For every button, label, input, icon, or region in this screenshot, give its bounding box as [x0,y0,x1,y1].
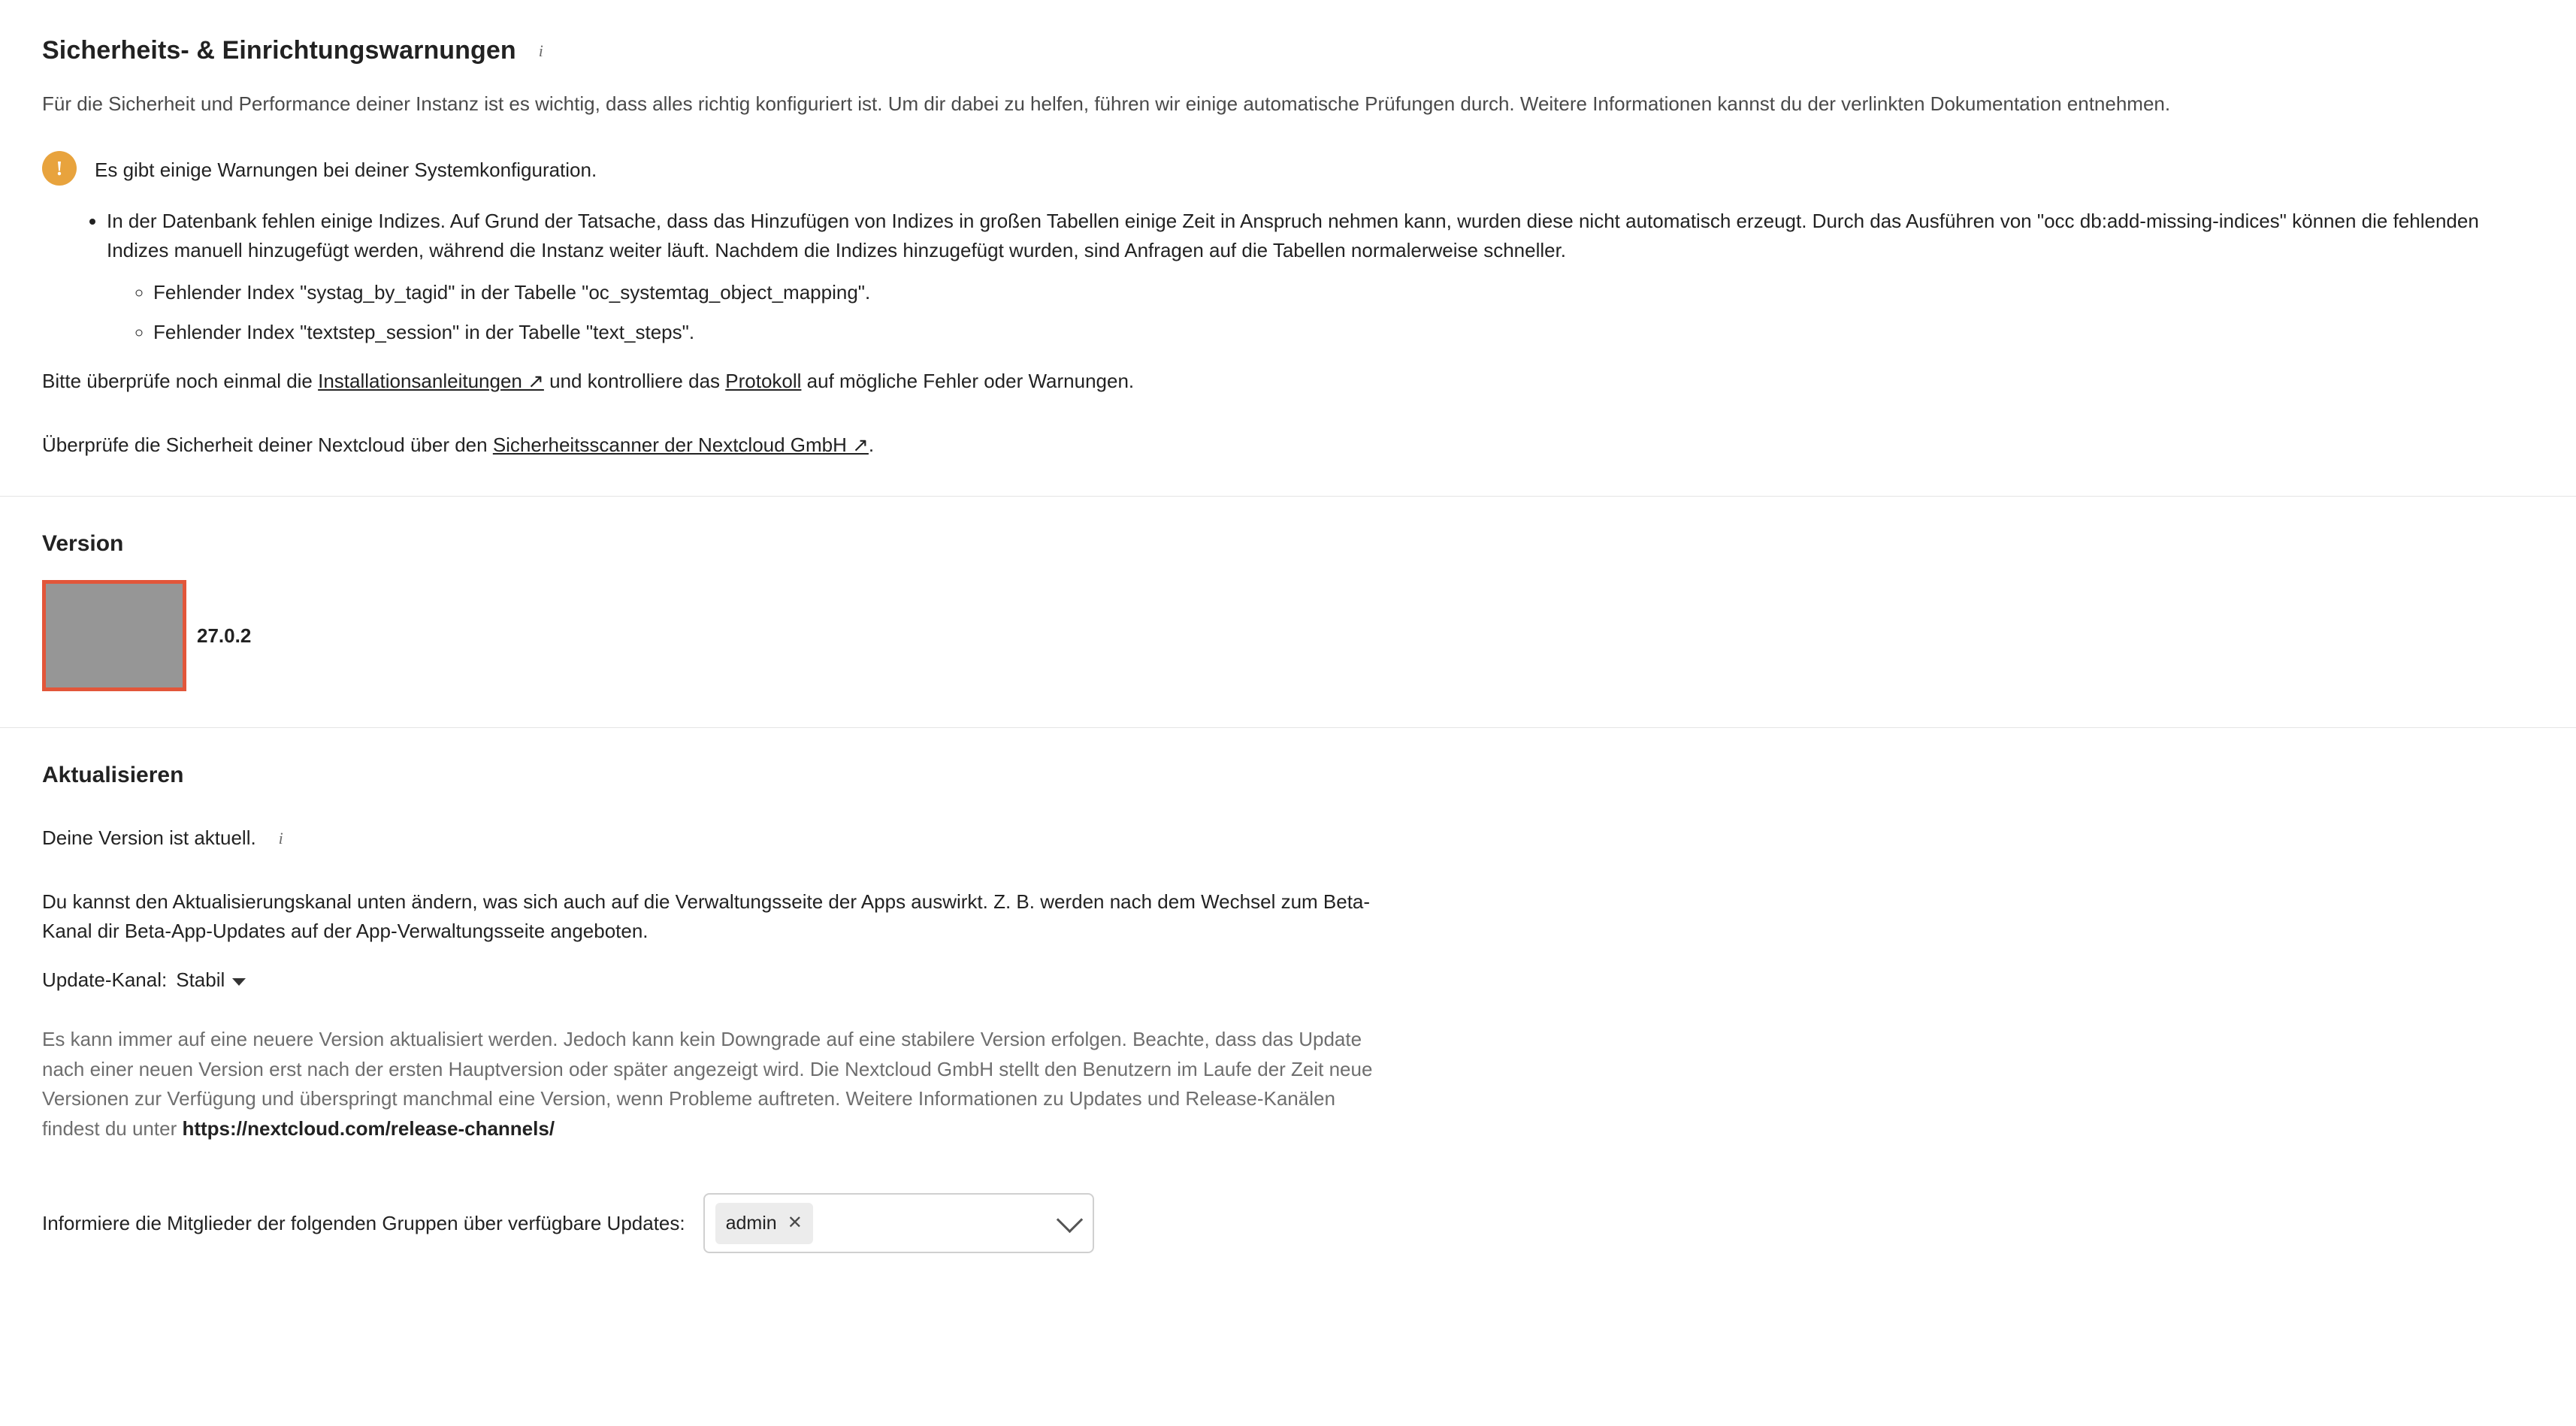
list-item: ◦ Fehlender Index "systag_by_tagid" in der Tabelle "oc_systemtag_object_mapping". [153,278,2534,307]
release-channels-link[interactable]: https://nextcloud.com/release-channels/ [182,1116,555,1140]
version-title: Version [42,531,124,557]
warning-icon: ! [42,151,77,186]
group-chip-label: admin [725,1212,777,1234]
list-item: ◦ Fehlender Index "textstep_session" in der Tabelle "text_steps". [153,318,2534,347]
version-section [0,497,2576,691]
warning-sublist [107,278,2534,347]
update-channel-label: Update-Kanal: [42,968,168,992]
log-link[interactable]: Protokoll [725,370,802,393]
security-scanner-line [42,431,2534,460]
nextcloud-logo-icon [42,580,186,691]
info-icon[interactable]: i [278,828,283,847]
notify-groups-row [42,1193,2534,1253]
page-title [42,0,2534,70]
info-icon[interactable]: i [538,41,543,60]
installation-guide-link[interactable]: Installationsanleitungen ↗ [318,370,544,393]
update-status-text: Deine Version ist aktuell. [42,826,256,850]
update-title: Aktualisieren [42,763,184,788]
notify-groups-select[interactable] [703,1193,1094,1253]
missing-indices-text: In der Datenbank fehlen einige Indizes. Auf Grund der Tatsache, dass das Hinzufügen von Indizes in großen Tabellen einige Zeit in Anspruch nehmen kann, wurden diese nicht automatisch erzeugt. Durch das Ausführen von "occ db:add-missing-indices" können die fehlenden Indizes manuell hinzugefügt werden, während die Instanz weiter läuft. Nachdem die Indizes hinzugefügt wurden, sind Anfragen auf die Tabellen normalerweise schneller. [107,210,2479,261]
update-status-row [42,823,2534,853]
notify-groups-label: Informiere die Mitglieder der folgenden Gruppen über verfügbare Updates: [42,1211,685,1234]
group-chip-admin[interactable] [715,1203,813,1245]
security-intro-text: Für die Sicherheit und Performance deiner Instanz ist es wichtig, dass alles richtig konfiguriert ist. Um dir dabei zu helfen, führen wir einige automatische Prüfungen durch. Weitere Informationen kannst du der verlinkten Dokumentation entnehmen. [42,92,2171,115]
list-item [107,207,2534,347]
update-note-text: Es kann immer auf eine neuere Version aktualisiert werden. Jedoch kann kein Downgrade auf eine stabilere Version erfolgen. Beachte, dass das Update nach einer neuen Version erst nach der ersten Hauptversion oder später angezeigt wird. Die Nextcloud GmbH stellt den Benutzern im Laufe der Zeit neue Versionen zur Verfügung und überspringt manchmal eine Version, wenn Probleme auftreten. Weitere Informationen zu Updates und Release-Kanälen findest du unter [42,1028,1373,1140]
update-channel-row [42,965,2534,995]
scanner-suffix: . [868,434,875,457]
chevron-down-icon[interactable] [1056,1207,1082,1233]
security-warnings-title: Sicherheits- & Einrichtungswarnungen [42,36,516,65]
check-documentation-line [42,367,2534,396]
update-channel-select[interactable] [176,965,246,995]
check-prefix: Bitte überprüfe noch einmal die [42,370,319,393]
warning-list [42,207,2534,347]
security-scanner-link[interactable]: Sicherheitsscanner der Nextcloud GmbH ↗ [492,434,869,457]
check-suffix: auf mögliche Fehler oder Warnungen. [801,370,1135,393]
chevron-down-icon [232,978,246,986]
version-row [42,580,2534,691]
update-channel-value: Stabil [176,968,225,992]
update-note [42,1025,1395,1144]
security-warnings-section [0,0,2576,460]
update-description: Du kannst den Aktualisierungskanal unten ändern, was sich auch auf die Verwaltungsseite der Apps auswirkt. Z. B. werden nach dem Wechsel zum Beta-Kanal dir Beta-App-Updates auf der App-Verwaltungsseite angeboten. [42,890,1371,943]
close-icon[interactable]: ✕ [787,1213,803,1234]
version-number: 27.0.2 [197,624,252,647]
update-section [0,728,2576,1253]
warning-banner [42,151,2534,186]
warning-summary-text: Es gibt einige Warnungen bei deiner Systemkonfiguration. [95,159,597,182]
check-middle: und kontrolliere das [543,370,726,393]
scanner-prefix: Überprüfe die Sicherheit deiner Nextcloud über den [42,434,493,457]
